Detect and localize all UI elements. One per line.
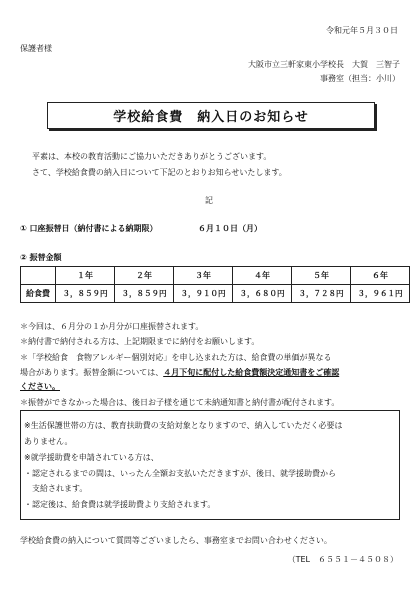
box-line-5: 支給されます。 xyxy=(24,484,88,493)
box-line-6: ・認定後は、給食費は就学援助費より支給されます。 xyxy=(24,500,216,509)
note-1: ＊今回は、６月分の１か月分が口座振替されます。 xyxy=(20,322,204,331)
amount-cell: ３，９１０円 xyxy=(174,285,233,303)
addressee: 保護者様 xyxy=(20,44,52,53)
page-title: 学校給食費 納入日のお知らせ xyxy=(113,110,309,125)
box-line-2: ありません。 xyxy=(24,437,73,446)
amount-cell: ３，９６１円 xyxy=(351,285,410,303)
section2-label: ② 振替金額 xyxy=(20,253,62,262)
grade-header: ４年 xyxy=(233,267,292,285)
note-4: ＊振替ができなかった場合は、後日お子様を通じて未納通知書と納付書が配付されます。 xyxy=(20,398,340,407)
section1-value: ６月１０日（月） xyxy=(198,224,262,233)
ki-heading: 記 xyxy=(205,196,213,205)
intro-line-1: 平素は、本校の教育活動にご協力いただきありがとうございます。 xyxy=(32,152,272,161)
grade-header: ２年 xyxy=(115,267,174,285)
intro-line-2: さて、学校給食費の納入日について下記のとおりお知らせいたします。 xyxy=(32,168,287,177)
amount-cell: ３，８５９円 xyxy=(115,285,174,303)
row-label: 給食費 xyxy=(21,285,56,303)
note-3b xyxy=(20,368,339,378)
note-3a: ＊「学校給食 食物アレルギー個別対応」を申し込まれた方は、給食費の単価が異なる xyxy=(20,353,332,362)
box-line-1: ※生活保護世帯の方は、教育扶助費の支給対象となりますので、納入していただく必要は xyxy=(24,421,343,430)
amount-cell: ３，８５９円 xyxy=(56,285,115,303)
title-box xyxy=(47,102,375,129)
note-3b-text: 場合があります。振替金額については、 xyxy=(20,368,164,377)
amount-cell: ３，６８０円 xyxy=(233,285,292,303)
grade-header: １年 xyxy=(56,267,115,285)
section1-label: ① 口座振替日（納付書による納期限） xyxy=(20,224,158,233)
box-line-4: ・認定されるまでの間は、いったん全額お支払いただきますが、後日、就学援助費から xyxy=(24,469,336,478)
table-corner xyxy=(21,267,56,285)
amount-cell: ３，７２８円 xyxy=(292,285,351,303)
grade-header: ５年 xyxy=(292,267,351,285)
box-line-3: ※就学援助費を申請されている方は、 xyxy=(24,453,159,462)
date: 令和元年５月３０日 xyxy=(326,26,398,35)
table-row xyxy=(21,285,410,303)
telephone: （TEL ６５５１－４５０８） xyxy=(287,555,398,564)
sender: 大阪市立三軒家東小学校長 大賀 三智子 xyxy=(248,60,400,69)
table-row xyxy=(21,267,410,285)
note-2: ＊納付書で納付される方は、上記期限までに納付をお願いします。 xyxy=(20,337,260,346)
inquiry-text: 学校給食費の納入について質問等ございましたら、事務室までお問い合わせください。 xyxy=(20,536,332,545)
grade-header: ６年 xyxy=(351,267,410,285)
fee-table xyxy=(20,266,410,303)
grade-header: ３年 xyxy=(174,267,233,285)
note-3b-emphasis: ４月下旬に配付した給食費額決定通知書をご確認 xyxy=(163,368,340,377)
note-3c: ください。 xyxy=(20,382,60,391)
office: 事務室（担当：小川） xyxy=(320,74,400,83)
